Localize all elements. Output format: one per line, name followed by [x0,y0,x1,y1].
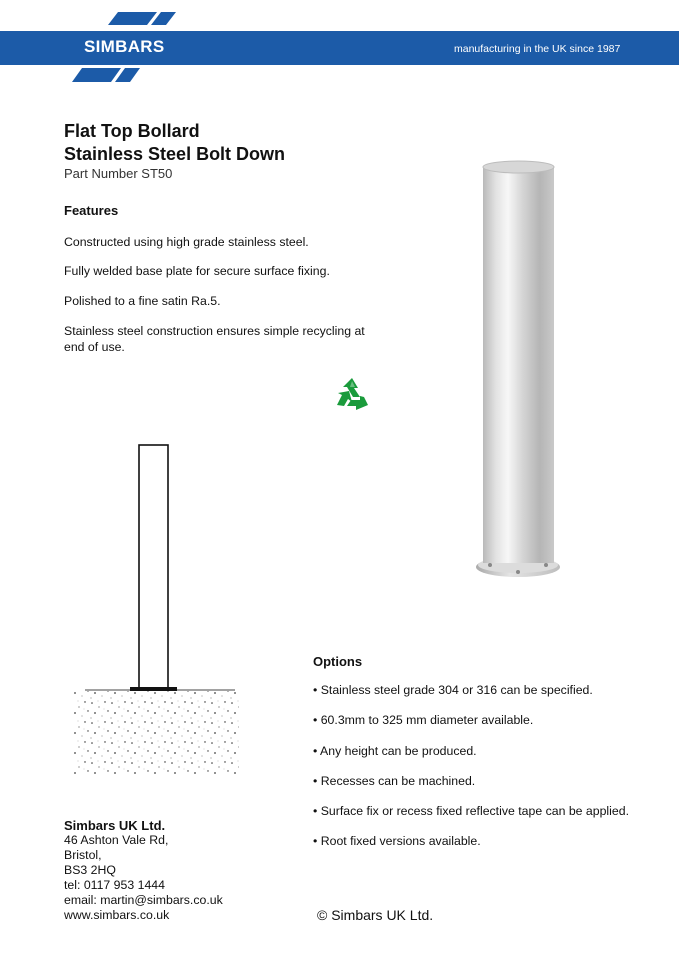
option-item: • Surface fix or recess fixed reflective tape can be applied. [313,804,629,818]
website-link[interactable]: www.simbars.co.uk [64,908,170,922]
title-line-2: Stainless Steel Bolt Down [64,144,286,164]
options-heading: Options [313,654,363,669]
copyright: © Simbars UK Ltd. [317,907,434,923]
part-number: Part Number ST50 [64,166,173,181]
title-line-1: Flat Top Bollard [64,121,200,141]
bollard-drawing [70,440,245,780]
option-item: • Any height can be produced. [313,744,477,758]
logo-text: SIMBARS [84,37,165,56]
address-line: Bristol, [64,848,102,862]
email-link[interactable]: email: martin@simbars.co.uk [64,893,223,907]
option-item: • Root fixed versions available. [313,834,481,848]
feature-item: Polished to a fine satin Ra.5. [64,294,221,308]
address-line: BS3 2HQ [64,863,116,877]
option-item: • Recesses can be machined. [313,774,476,788]
page-title [64,120,285,166]
option-item: • Stainless steel grade 304 or 316 can be specified. [313,683,593,697]
tagline: manufacturing in the UK since 1987 [454,43,621,55]
feature-item: Stainless steel construction ensures simple recycling at end of use. [64,324,365,354]
recycle-icon [333,375,371,413]
option-item: • 60.3mm to 325 mm diameter available. [313,713,534,727]
features-heading: Features [64,203,119,218]
company-details [64,818,304,923]
logo-stripe [72,68,121,82]
logo-stripe [108,12,157,25]
address-line: 46 Ashton Vale Rd, [64,833,169,847]
feature-item: Fully welded base plate for secure surface fixing. [64,264,330,278]
feature-item: Constructed using high grade stainless steel. [64,235,309,249]
bollard-photo [470,155,570,585]
phone: tel: 0117 953 1444 [64,878,165,892]
company-name: Simbars UK Ltd. [64,818,166,833]
